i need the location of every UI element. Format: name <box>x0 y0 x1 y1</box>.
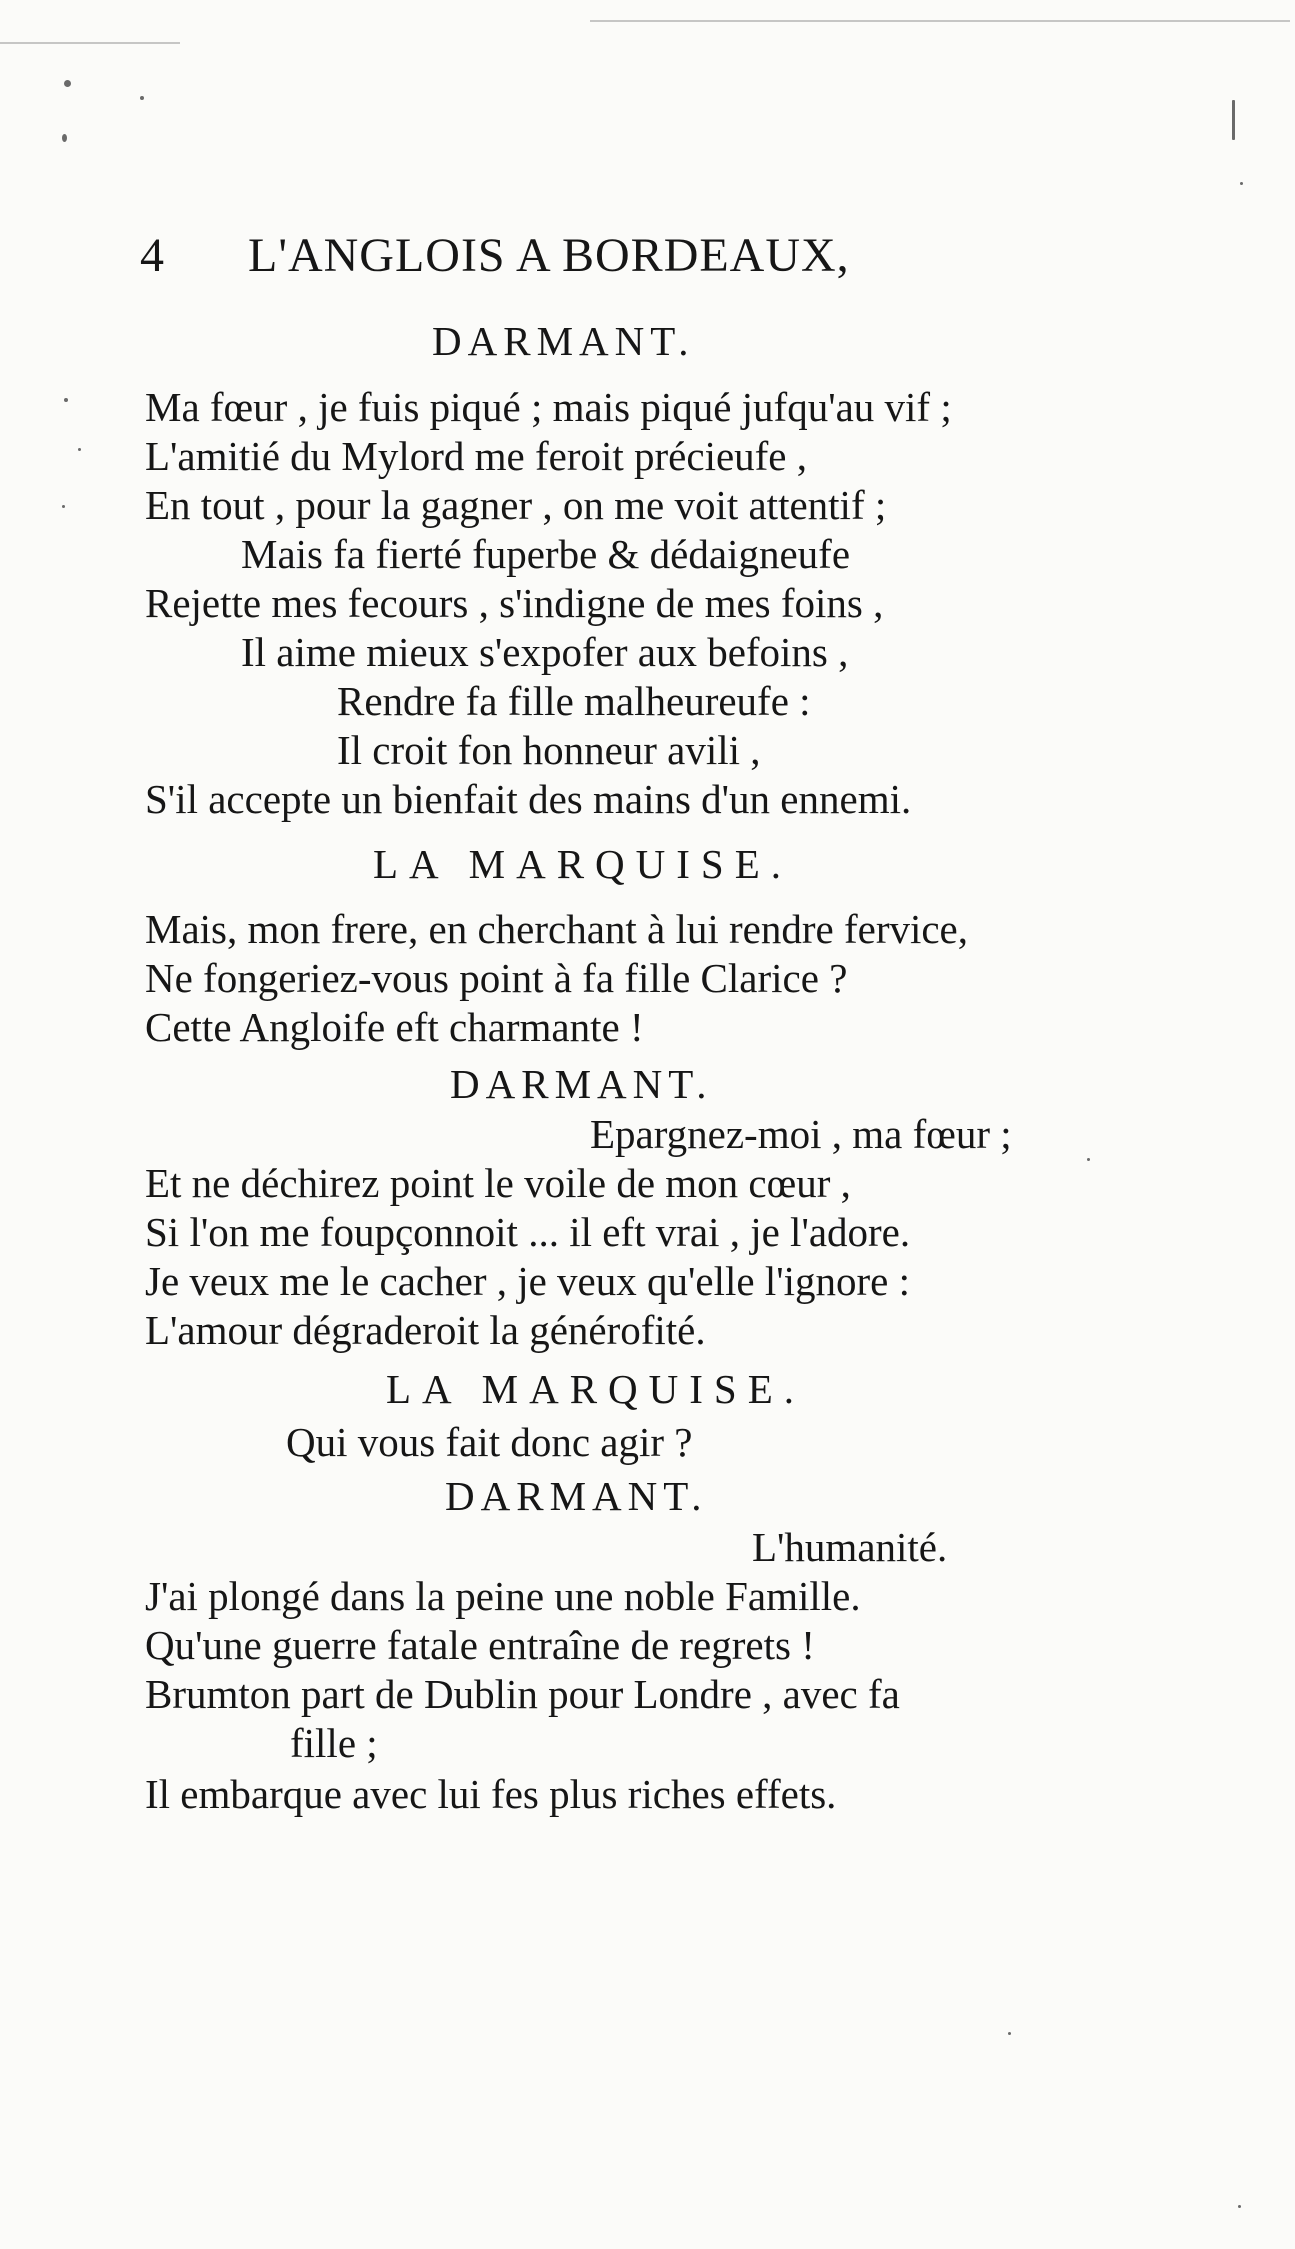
running-title: L'ANGLOIS A BORDEAUX, <box>248 229 850 282</box>
verse-line: Ne fongeriez-vous point à fa fille Clarice ? <box>145 955 848 1001</box>
scan-artifact <box>64 80 71 87</box>
scan-artifact <box>1232 100 1235 140</box>
scan-artifact <box>62 505 65 508</box>
verse-line: L'humanité. <box>752 1524 948 1570</box>
speaker-darmant: DARMANT. <box>432 318 695 364</box>
verse-line: Qu'une guerre fatale entraîne de regrets ! <box>145 1622 815 1668</box>
scan-artifact <box>1240 182 1243 185</box>
scan-artifact <box>1008 2032 1011 2035</box>
page-header <box>140 228 1140 288</box>
verse-line: Cette Angloife eft charmante ! <box>145 1004 644 1050</box>
verse-line: Brumton part de Dublin pour Londre , avec fa <box>145 1671 900 1717</box>
scan-artifact <box>78 448 81 451</box>
verse-line: Il embarque avec lui fes plus riches effets. <box>145 1771 837 1817</box>
speaker-darmant: DARMANT. <box>450 1061 713 1107</box>
scan-artifact <box>140 96 144 100</box>
scan-artifact <box>1087 1158 1090 1161</box>
verse-line: Rendre fa fille malheureufe : <box>337 678 811 724</box>
speaker-la-marquise: LA MARQUISE. <box>373 841 793 887</box>
verse-line: fille ; <box>290 1720 378 1766</box>
verse-line: L'amour dégraderoit la générofité. <box>145 1307 706 1353</box>
verse-line: Mais, mon frere, en cherchant à lui rendre fervice, <box>145 906 969 952</box>
verse-line: Mais fa fierté fuperbe & dédaigneufe <box>241 531 851 577</box>
verse-line: Rejette mes fecours , s'indigne de mes foins , <box>145 580 884 626</box>
verse-line: Qui vous fait donc agir ? <box>286 1419 693 1465</box>
scan-artifact <box>0 42 180 44</box>
verse-line: S'il accepte un bienfait des mains d'un ennemi. <box>145 776 912 822</box>
scan-artifact <box>1238 2205 1241 2208</box>
verse-line: J'ai plongé dans la peine une noble Famille. <box>145 1573 861 1619</box>
scan-artifact <box>64 398 68 402</box>
verse-line: Il croit fon honneur avili , <box>337 727 761 773</box>
verse-line: Il aime mieux s'expofer aux befoins , <box>241 629 849 675</box>
verse-line: Si l'on me foupçonnoit ... il eft vrai , je l'adore. <box>145 1209 911 1255</box>
verse-line: Je veux me le cacher , je veux qu'elle l'ignore : <box>145 1258 910 1304</box>
verse-line: Epargnez-moi , ma fœur ; <box>590 1111 1012 1157</box>
page-number: 4 <box>140 229 165 282</box>
verse-line: Ma fœur , je fuis piqué ; mais piqué jufqu'au vif ; <box>145 384 952 430</box>
scan-artifact <box>62 134 67 142</box>
verse-line: En tout , pour la gagner , on me voit attentif ; <box>145 482 887 528</box>
speaker-darmant: DARMANT. <box>445 1473 708 1519</box>
scan-artifact <box>590 20 1290 22</box>
verse-line: L'amitié du Mylord me feroit précieufe , <box>145 433 808 479</box>
speaker-la-marquise: LA MARQUISE. <box>386 1366 806 1412</box>
verse-line: Et ne déchirez point le voile de mon cœur , <box>145 1160 851 1206</box>
